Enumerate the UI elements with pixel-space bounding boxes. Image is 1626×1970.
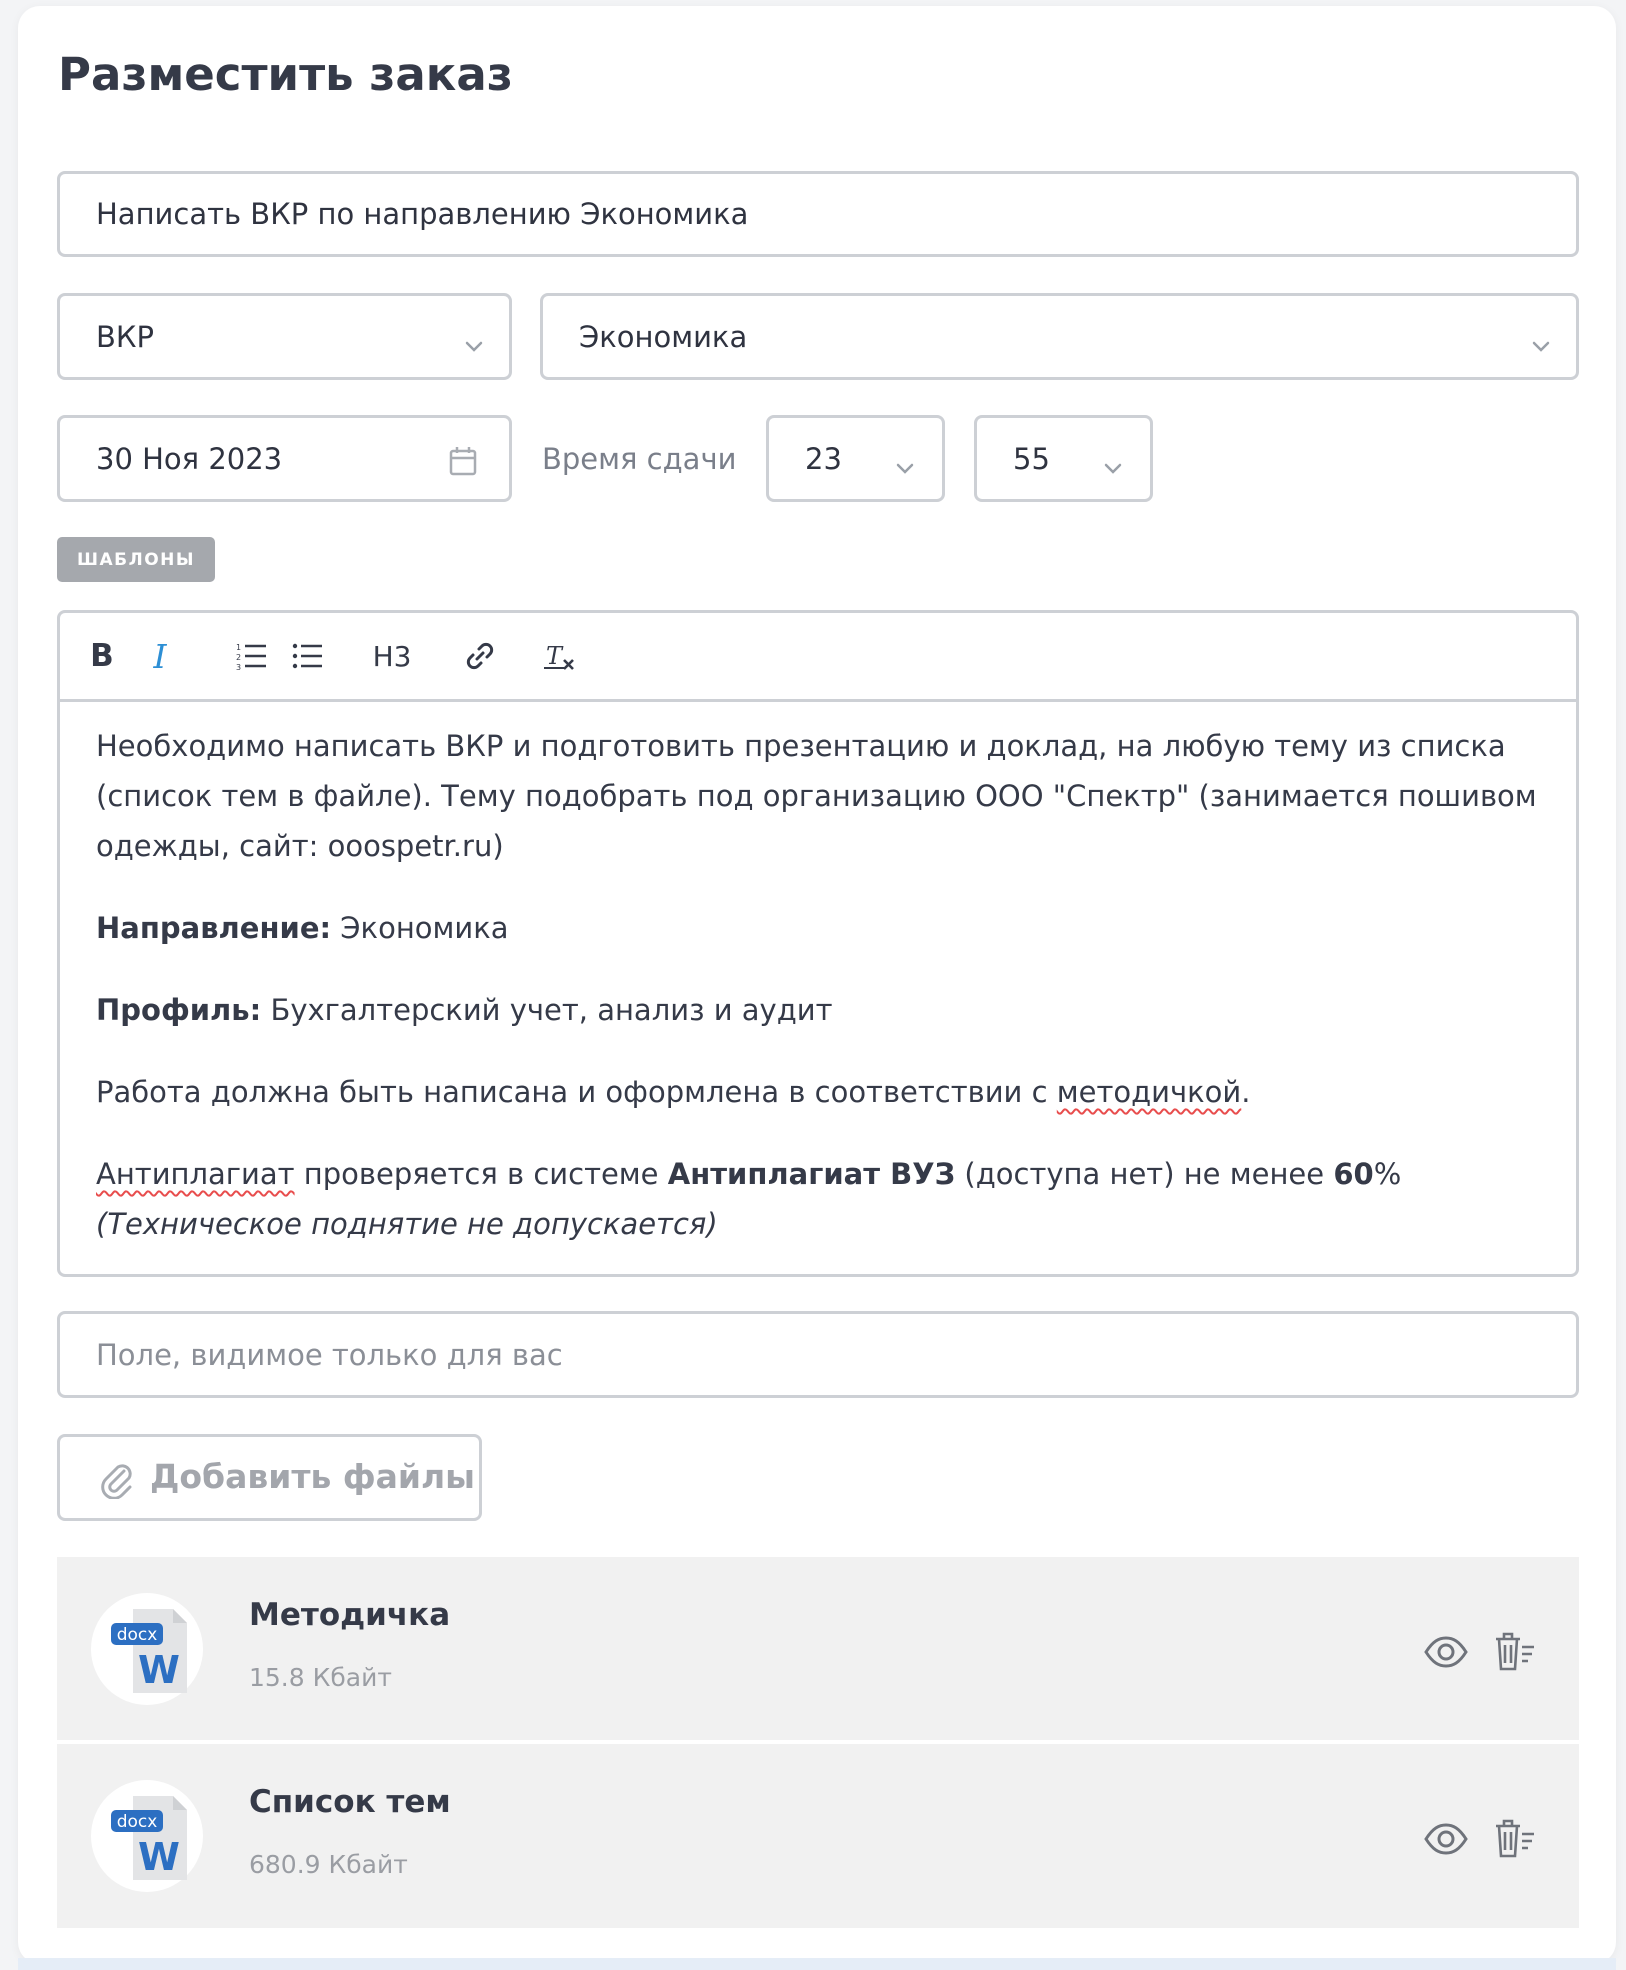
clear-format-button[interactable] xyxy=(540,631,580,681)
bullet-list-button[interactable] xyxy=(288,631,328,681)
calendar-icon xyxy=(449,446,477,476)
bullet-list-icon xyxy=(292,641,324,671)
italic-button[interactable] xyxy=(140,631,180,681)
svg-text:2: 2 xyxy=(236,653,242,662)
direction-label: Направление: xyxy=(96,911,332,945)
paperclip-icon xyxy=(100,1461,134,1499)
order-subject-value: Написать ВКР по направлению Экономика xyxy=(96,197,749,231)
trash-icon[interactable] xyxy=(1491,1816,1537,1862)
hour-value: 23 xyxy=(805,441,842,476)
docx-icon xyxy=(111,1790,201,1886)
link-icon xyxy=(464,640,496,672)
work-type-select[interactable] xyxy=(57,293,512,380)
file-item xyxy=(57,1557,1579,1740)
editor-toolbar xyxy=(60,613,1576,702)
svg-text:docx: docx xyxy=(116,1625,158,1645)
heading-icon: H3 xyxy=(372,639,412,673)
file-name[interactable]: Список тем xyxy=(249,1784,451,1820)
bold-button[interactable] xyxy=(82,631,122,681)
add-files-button[interactable] xyxy=(57,1434,482,1521)
discipline-value: Экономика xyxy=(579,319,748,354)
profile-line xyxy=(96,985,1540,1035)
svg-text:W: W xyxy=(138,1648,180,1692)
chevron-down-icon xyxy=(1532,326,1546,340)
antiplagiarism-text-a: проверяется в системе xyxy=(294,1157,668,1191)
requirements-prefix: Работа должна быть написана и оформлена в соответствии с xyxy=(96,1075,1057,1109)
file-size: 15.8 Кбайт xyxy=(249,1663,392,1692)
antiplagiarism-word: Антиплагиат xyxy=(96,1157,295,1191)
private-note-placeholder: Поле, видимое только для вас xyxy=(96,1337,563,1372)
file-size: 680.9 Кбайт xyxy=(249,1850,408,1879)
link-button[interactable] xyxy=(460,631,500,681)
page-title: Разместить заказ xyxy=(58,48,513,101)
file-name[interactable]: Методичка xyxy=(249,1597,451,1633)
eye-icon[interactable] xyxy=(1423,1629,1469,1675)
italic-icon: I xyxy=(153,636,167,676)
requirements-line xyxy=(96,1067,1540,1117)
ordered-list-icon xyxy=(236,641,268,671)
antiplagiarism-percent-sign: % xyxy=(1373,1157,1402,1191)
clear-format-icon xyxy=(544,640,576,672)
minute-value: 55 xyxy=(1013,441,1050,476)
requirements-link-word: методичкой xyxy=(1056,1075,1242,1109)
eye-icon[interactable] xyxy=(1423,1816,1469,1862)
trash-icon[interactable] xyxy=(1491,1629,1537,1675)
description-editor[interactable] xyxy=(57,610,1579,1277)
chevron-down-icon xyxy=(1104,448,1118,462)
svg-text:W: W xyxy=(138,1835,180,1879)
antiplagiarism-note: (Техническое поднятие не допускается) xyxy=(96,1207,718,1241)
order-subject-input[interactable] xyxy=(57,171,1579,257)
file-item xyxy=(57,1744,1579,1928)
antiplagiarism-percent-number: 60 xyxy=(1333,1157,1374,1191)
docx-icon xyxy=(111,1603,201,1699)
antiplagiarism-text-b: (доступа нет) не менее xyxy=(955,1157,1334,1191)
profile-label: Профиль: xyxy=(96,993,262,1027)
deadline-date-input[interactable] xyxy=(57,415,512,502)
chevron-down-icon xyxy=(465,326,479,340)
antiplagiarism-line xyxy=(96,1149,1540,1249)
chevron-down-icon xyxy=(896,448,910,462)
svg-text:T: T xyxy=(546,642,563,670)
private-note-input[interactable] xyxy=(57,1311,1579,1398)
minute-select[interactable] xyxy=(974,415,1153,502)
requirements-suffix: . xyxy=(1241,1075,1251,1109)
work-type-value: ВКР xyxy=(96,319,154,354)
hour-select[interactable] xyxy=(766,415,945,502)
heading-button[interactable] xyxy=(370,631,414,681)
antiplagiarism-system: Антиплагиат ВУЗ xyxy=(667,1157,956,1191)
profile-value: Бухгалтерский учет, анализ и аудит xyxy=(261,993,833,1027)
discipline-select[interactable] xyxy=(540,293,1579,380)
svg-text:3: 3 xyxy=(236,663,242,671)
description-paragraph: Необходимо написать ВКР и подготовить презентацию и доклад, на любую тему из списка (список тем в файле). Тему подобрать под организацию ООО "Спектр" (занимается пошивом одежды, сайт: ooospetr.ru) xyxy=(96,729,1537,863)
templates-button[interactable]: ШАБЛОНЫ xyxy=(57,537,215,582)
direction-value: Экономика xyxy=(331,911,509,945)
deadline-time-label: Время сдачи xyxy=(542,441,737,476)
editor-content xyxy=(96,721,1540,1249)
bold-icon: B xyxy=(90,638,114,674)
deadline-date-value: 30 Ноя 2023 xyxy=(96,441,283,476)
ordered-list-button[interactable] xyxy=(232,631,272,681)
page-bottom-strip xyxy=(18,1958,1616,1970)
direction-line xyxy=(96,903,1540,953)
svg-text:1: 1 xyxy=(236,643,242,652)
svg-text:docx: docx xyxy=(116,1812,158,1832)
add-files-label: Добавить файлы xyxy=(150,1457,476,1496)
